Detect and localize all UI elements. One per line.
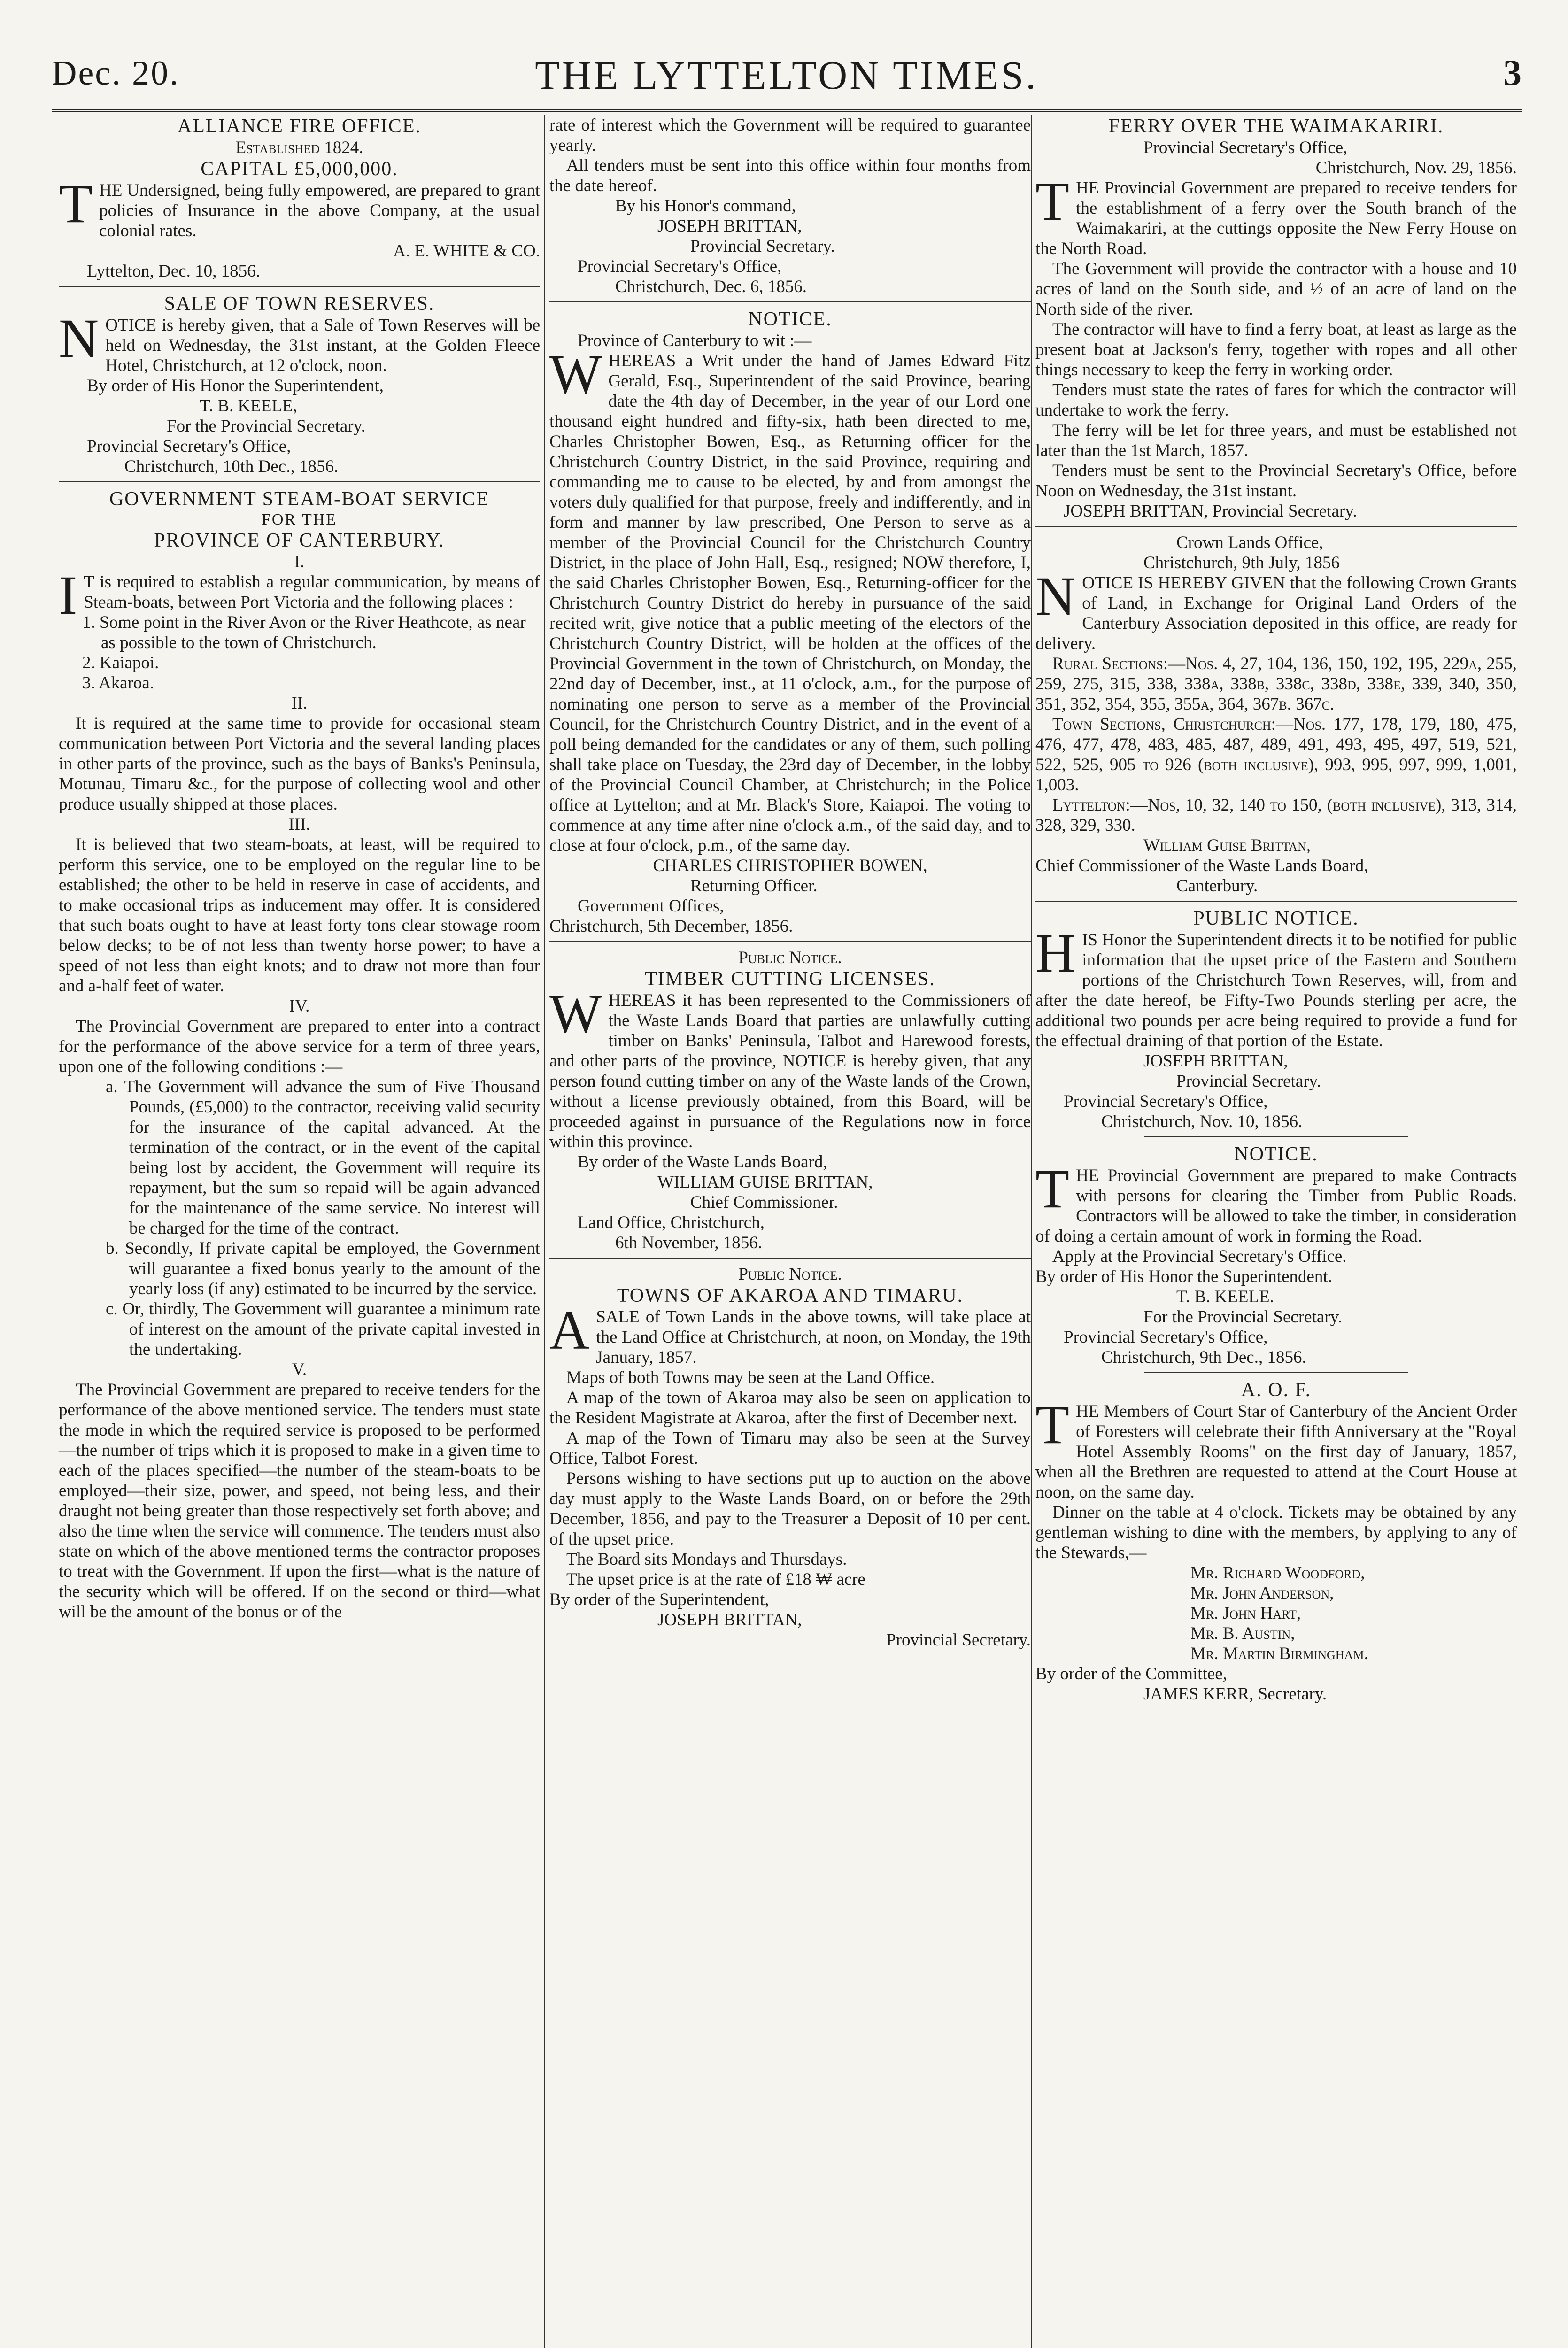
ad-office: Land Office, Christchurch,: [578, 1213, 765, 1232]
ad-signature-role: For the Provincial Secretary.: [1143, 1307, 1342, 1327]
ad-separator: [549, 301, 1031, 302]
ad-paragraph: The Government will provide the contractor with a house and 10 acres of land on the South side, and ½ of an acre of land on the North side of the river.: [1035, 259, 1517, 319]
ad-signature-place: Canterbury.: [1176, 876, 1258, 896]
ad-body: IT is required to establish a regular communication, by means of Steam-boats, between Port Victoria and the following places :: [59, 564, 540, 626]
ad-order: By order of His Honor the Superintendent.: [1035, 1267, 1332, 1286]
ad-alliance-fire-office: [59, 115, 540, 281]
ad-order: By order of the Waste Lands Board,: [578, 1152, 827, 1172]
ad-paragraph: Maps of both Towns may be seen at the Land Office.: [566, 1368, 935, 1387]
ad-signature: T. B. KEELE,: [200, 396, 297, 416]
masthead: [52, 52, 1522, 108]
ad-office: Provincial Secretary's Office,: [578, 257, 782, 276]
ad-subheading: Established 1824.: [235, 138, 363, 157]
rural-sections: Rural Sections:—Nos. 4, 27, 104, 136, 150, 192, 195, 229a, 255, 259, 275, 315, 338, 338a, 338b, 338c, 338d, 338e, 339, 340, 350, 351, 352, 354, 355, 355a, 364, 367b. 367c.: [1035, 654, 1517, 714]
ad-date: 6th November, 1856.: [615, 1233, 762, 1252]
ad-separator: [1144, 1372, 1409, 1373]
ad-signature: William Guise Brittan,: [1143, 836, 1311, 855]
ad-notice-road-clearing: [1035, 1143, 1517, 1367]
section-number: IV.: [289, 996, 310, 1016]
ad-signature: A. E. WHITE & CO.: [393, 241, 540, 261]
ad-separator: [549, 1258, 1031, 1259]
ad-public-notice: [1035, 907, 1517, 1132]
ad-heading: PUBLIC NOTICE.: [1193, 908, 1359, 929]
ad-heading: ALLIANCE FIRE OFFICE.: [177, 116, 422, 137]
section-number: I.: [294, 552, 305, 572]
ad-paragraph: All tenders must be sent into this office within four months from the date hereof.: [549, 156, 1031, 195]
ad-signature: JOSEPH BRITTAN,: [657, 216, 802, 236]
ad-signature: WILLIAM GUISE BRITTAN,: [657, 1173, 873, 1192]
ad-towns-of-akaroa-and-timaru: [549, 1264, 1031, 1650]
ad-signature-role: Chief Commissioner.: [690, 1193, 838, 1212]
ad-paragraph: A map of the town of Akaroa may also be seen on application to the Resident Magistrate at Akaroa, after the first of December next.: [549, 1388, 1031, 1428]
ad-body: THE Provincial Government are prepared to make Contracts with persons for clearing the Timber from Public Roads. Contractors will be allowed to take the timber, in consideration of doing a certain amount of work in forming the Road.: [1035, 1158, 1517, 1246]
ad-paragraph: Dinner on the table at 4 o'clock. Tickets may be obtained by any gentleman wishing to dine with the members, by applying to any of the Stewards,—: [1035, 1503, 1517, 1562]
ad-signature: CHARLES CHRISTOPHER BOWEN,: [653, 856, 927, 875]
ad-ancient-order-of-foresters: [1035, 1379, 1517, 1704]
ad-heading: FERRY OVER THE WAIMAKARIRI.: [1108, 116, 1444, 137]
ad-office: Provincial Secretary's Office,: [1064, 1092, 1268, 1111]
ad-office: Government Offices,: [578, 896, 724, 916]
ad-paragraph: Tenders must be sent to the Provincial Secretary's Office, before Noon on Wednesday, the 31st instant.: [1035, 461, 1517, 501]
column-3: [1035, 115, 1517, 1709]
condition-item: c. Or, thirdly, The Government will guarantee a minimum rate of interest on the amount of the private capital invested in the undertaking.: [106, 1299, 540, 1359]
ad-heading: PROVINCE OF CANTERBURY.: [154, 530, 445, 551]
ad-body: THE Members of Court Star of Canterbury of the Ancient Order of Foresters will celebrate their fifth Anniversary at the "Royal Hotel Assembly Rooms" on the first day of January, 1857, when all the Brethren are requested to attend at the Court House at noon, on the same day.: [1035, 1394, 1517, 1502]
ad-separator: [1035, 526, 1517, 527]
ad-body: THE Provincial Government are prepared to receive tenders for the establishment of a ferry over the South branch of the Waimakariri, at the cuttings opposite the New Ferry House on the North Road.: [1035, 170, 1517, 258]
ad-date: Christchurch, Dec. 6, 1856.: [615, 277, 807, 296]
ad-signature-role: Provincial Secretary.: [1176, 1072, 1321, 1091]
ad-signature-role: Provincial Secretary.: [690, 237, 835, 256]
ad-paragraph: It is believed that two steam-boats, at least, will be required to perform this service, one to be employed on the regular line to be established; the other to be held in reserve in case of accidents, and to make occasional trips as inducement may offer. It is considered that such boats ought to have at least forty tons clear stowage room below decks; to be of not less than twenty horse power; to have a speed of not less than eight knots; and to draw not more than four and a-half feet of water.: [59, 835, 540, 996]
ad-paragraph: It is required at the same time to provide for occasional steam communication between Port Victoria and the several landing places in other parts of the province, such as the bays of Banks's Peninsula, Motunau, Timaru &c., for the purpose of collecting wool and other produce usually shipped at those places.: [59, 714, 540, 814]
masthead-rule: [52, 109, 1522, 114]
newspaper-title: THE LYTTELTON TIMES.: [535, 53, 1038, 98]
ad-steam-boat-service: [59, 488, 540, 1622]
ad-paragraph: rate of interest which the Government will be required to guarantee yearly.: [549, 116, 1031, 155]
ad-signature-role: Provincial Secretary.: [886, 1630, 1031, 1650]
ad-body: NOTICE is hereby given, that a Sale of Town Reserves will be held on Wednesday, the 31st instant, at the Golden Fleece Hotel, Christchurch, at 12 o'clock, noon.: [59, 308, 540, 375]
ad-paragraph: The contractor will have to find a ferry boat, at least as large as the present boat at Jackson's ferry, together with ropes and all other things necessary to keep the ferry in working order.: [1035, 320, 1517, 379]
ad-sale-of-town-reserves: [59, 293, 540, 477]
ad-body: WHEREAS a Writ under the hand of James Edward Fitz Gerald, Esq., Superintendent of the said Province, bearing date the 4th day of December, in the year of our Lord one thousand eight hundred and fifty-six, hath been directed to me, Charles Christopher Bowen, Esq., as Returning officer for the Christchurch Country District, in the said Province, requiring and commanding me to cause to be elected, by and from amongst the voters duly qualified for that purpose, freely and indifferently, and in form and manner by law prescribed, One Person to serve as a member of the Provincial Council for the Christchurch Country District, in the place of John Hall, Esq., resigned; NOW therefore, I, the said Charles Christopher Bowen, Esq., Returning-officer for the Christchurch Country District do hereby in pursuance of the said recited writ, give notice that a public meeting of the electors of the Christchurch Country District, will be holden at the offices of the Provincial Government in the town of Christchurch, on Monday, the 22nd day of December, inst., at 11 o'clock, a.m., for the purpose of nominating one person to serve as a member of the Provincial Council, for the Christchurch Country District, and in the event of a poll being demanded for the candidates or any of them, such polling shall take place on Tuesday, the 23rd day of December, in the lobby of the Provincial Council Chamber, at Christchurch; in the Police office at Lyttelton; and at Mr. Black's Store, Kaiapoi. The voting to commence at any time after nine o'clock a.m., of the said day, and to close at four o'clock, p.m., of the same day.: [549, 343, 1031, 855]
condition-item: b. Secondly, If private capital be employed, the Government will guarantee a fixed bonus yearly to the amount of the yearly loss (if any) estimated to be incurred by the service.: [106, 1239, 540, 1298]
ad-signature-role: Returning Officer.: [690, 876, 818, 896]
ad-separator: [59, 286, 540, 287]
ad-steam-boat-service-continued: [549, 115, 1031, 297]
issue-date: Dec. 20.: [52, 54, 180, 93]
page-number: 3: [1503, 52, 1522, 93]
section-number: V.: [292, 1360, 307, 1379]
ad-heading: NOTICE.: [1234, 1143, 1318, 1165]
ad-signature: JAMES KERR, Secretary.: [1143, 1684, 1327, 1704]
ad-timber-cutting-licenses: [549, 948, 1031, 1253]
ad-paragraph: A map of the Town of Timaru may also be seen at the Survey Office, Talbot Forest.: [549, 1429, 1031, 1468]
ad-heading: GOVERNMENT STEAM-BOAT SERVICE: [109, 488, 490, 510]
ad-office: Provincial Secretary's Office,: [1143, 138, 1348, 157]
ad-order: By his Honor's command,: [615, 196, 796, 216]
condition-item: a. The Government will advance the sum of Five Thousand Pounds, (£5,000) to the contractor, receiving valid security for the insurance of the capital advanced. At the termination of the contract, or in the event of the capital being lost by accident, the Government will require its repayment, but the sum so repaid will be again advanced for the maintenance of the same service. No interest will be charged for the time of the contract.: [106, 1077, 540, 1238]
ad-paragraph: Tenders must state the rates of fares for which the contractor will undertake to work the ferry.: [1035, 380, 1517, 420]
ad-paragraph: Persons wishing to have sections put up to auction on the above day must apply to the Waste Lands Board, on or before the 29th December, 1856, and pay to the Treasurer a Deposit of 10 per cent. of the upset price.: [549, 1469, 1031, 1549]
ad-paragraph: The upset price is at the rate of £18 ₩ acre: [566, 1570, 865, 1589]
ad-ferry-over-the-waimakariri: [1035, 115, 1517, 521]
ad-signature: JOSEPH BRITTAN, Provincial Secretary.: [1064, 502, 1357, 521]
ad-office: Provincial Secretary's Office,: [87, 437, 291, 456]
ad-signature: JOSEPH BRITTAN,: [1143, 1051, 1288, 1071]
column-1: [59, 115, 540, 1627]
ad-office: Provincial Secretary's Office,: [1064, 1328, 1268, 1347]
column-2: [549, 115, 1031, 1655]
ad-kicker: Public Notice.: [738, 1265, 842, 1284]
place-item: 1. Some point in the River Avon or the River Heathcote, as near as possible to the town of Christchurch.: [82, 613, 526, 652]
ad-body: ASALE of Town Lands in the above towns, will take place at the Land Office at Christchurch, at noon, on Monday, the 19th January, 1857.: [549, 1299, 1031, 1367]
ad-order: By order of the Committee,: [1035, 1664, 1227, 1684]
steward-name: Mr. John Anderson,: [1190, 1583, 1334, 1603]
ad-date: Christchurch, 10th Dec., 1856.: [124, 457, 339, 476]
ad-date: Christchurch, 9th July, 1856: [1143, 553, 1340, 572]
ad-signature: JOSEPH BRITTAN,: [657, 1610, 802, 1630]
ad-separator: [1035, 901, 1517, 902]
ad-signature: T. B. KEELE.: [1176, 1287, 1274, 1306]
ad-body: HIS Honor the Superintendent directs it to be notified for public information that the upset price of the Eastern and Southern portions of the Christchurch Town Reserves, will, from and after the date hereof, be Fifty-Two Pounds sterling per acre, the additional two pounds per acre being required to provide a fund for the effectual draining of that portion of the Estate.: [1035, 922, 1517, 1050]
steward-name: Mr. Martin Birmingham.: [1190, 1644, 1368, 1663]
ad-order: By order of the Superintendent,: [549, 1590, 769, 1609]
column-divider: [1031, 115, 1032, 2348]
place-item: 3. Akaroa.: [82, 673, 154, 693]
ad-order: By order of His Honor the Superintendent,: [87, 376, 384, 395]
steward-name: Mr. Richard Woodford,: [1190, 1563, 1365, 1583]
ad-office: Crown Lands Office,: [1176, 533, 1323, 552]
ad-paragraph: The Board sits Mondays and Thursdays.: [566, 1550, 847, 1569]
ad-heading: NOTICE.: [748, 309, 832, 330]
ad-date: Christchurch, Nov. 10, 1856.: [1101, 1112, 1303, 1131]
ad-paragraph: Apply at the Provincial Secretary's Office.: [1052, 1247, 1347, 1266]
ad-paragraph: The Provincial Government are prepared to enter into a contract for the performance of the above service for a term of three years, upon one of the following conditions :—: [59, 1017, 540, 1076]
ad-body: WHEREAS it has been represented to the Commissioners of the Waste Lands Board that parties are unlawfully cutting timber on Banks' Peninsula, Talbot and Harewood forests, and other parts of the province, NOTICE is hereby given, that any person found cutting timber on any of the Waste lands of the Crown, without a license previously obtained, from this Board, will be proceeded against in pursuance of the Regulations now in force within this province.: [549, 983, 1031, 1151]
ad-subheading: CAPITAL £5,000,000.: [201, 158, 398, 180]
ad-separator: [1144, 1136, 1409, 1137]
ad-subheading: Province of Canterbury to wit :—: [578, 331, 812, 350]
ad-kicker: Public Notice.: [738, 948, 842, 967]
section-number: II.: [291, 694, 308, 713]
place-item: 2. Kaiapoi.: [82, 653, 159, 672]
ad-body: NOTICE IS HEREBY GIVEN that the following Crown Grants of Land, in Exchange for Original Land Orders of the Canterbury Association deposited in this office, are ready for delivery.: [1035, 565, 1517, 653]
ad-date: Christchurch, 9th Dec., 1856.: [1101, 1348, 1306, 1367]
ad-heading: SALE OF TOWN RESERVES.: [164, 293, 435, 315]
ad-date: Christchurch, 5th December, 1856.: [549, 917, 793, 936]
ad-heading: TIMBER CUTTING LICENSES.: [645, 968, 935, 990]
steward-name: Mr. B. Austin,: [1190, 1624, 1295, 1643]
ad-body: THE Undersigned, being fully empowered, are prepared to grant policies of Insurance in the above Company, at the usual colonial rates.: [59, 173, 540, 240]
lyttelton-sections: Lyttelton:—Nos, 10, 32, 140 to 150, (both inclusive), 313, 314, 328, 329, 330.: [1035, 796, 1517, 835]
ad-heading: TOWNS OF AKAROA AND TIMARU.: [617, 1285, 964, 1306]
ad-separator: [549, 941, 1031, 942]
ad-crown-grants: [1035, 533, 1517, 896]
ad-paragraph: The Provincial Government are prepared to receive tenders for the performance of the above mentioned service. The tenders must state the mode in which the required service is proposed to be performed—the number of trips which it is proposed to make in a given time to each of the places specified—the number of the steam-boats to be employed—their size, power, and speed, not being less, and their draught not being greater than those respectively set forth above; and also the time when the service will commence. The tenders must also state on which of the above mentioned terms the contractor proposes to treat with the Government. If upon the first—what is the nature of the security which will be offered. If on the second or third—what will be the amount of the bonus or of the: [59, 1380, 540, 1622]
ad-date: Lyttelton, Dec. 10, 1856.: [87, 262, 260, 281]
section-number: III.: [288, 815, 310, 834]
ad-paragraph: The ferry will be let for three years, and must be established not later than the 1st March, 1857.: [1035, 421, 1517, 460]
ad-notice-writ: [549, 308, 1031, 936]
town-sections: Town Sections, Christchurch:—Nos. 177, 178, 179, 180, 475, 476, 477, 478, 483, 485, 487, 489, 491, 493, 495, 497, 519, 521, 522, 525, 905 to 926 (both inclusive), 993, 995, 997, 999, 1,001, 1,003.: [1035, 715, 1517, 795]
ad-separator: [59, 481, 540, 482]
ad-signature-role: For the Provincial Secretary.: [167, 417, 365, 436]
ad-signature-role: Chief Commissioner of the Waste Lands Board,: [1035, 856, 1368, 875]
ad-heading: A. O. F.: [1241, 1379, 1312, 1401]
ad-heading: FOR THE: [261, 511, 338, 528]
ad-date: Christchurch, Nov. 29, 1856.: [1315, 158, 1517, 178]
column-divider: [544, 115, 545, 2348]
steward-name: Mr. John Hart,: [1190, 1604, 1301, 1623]
